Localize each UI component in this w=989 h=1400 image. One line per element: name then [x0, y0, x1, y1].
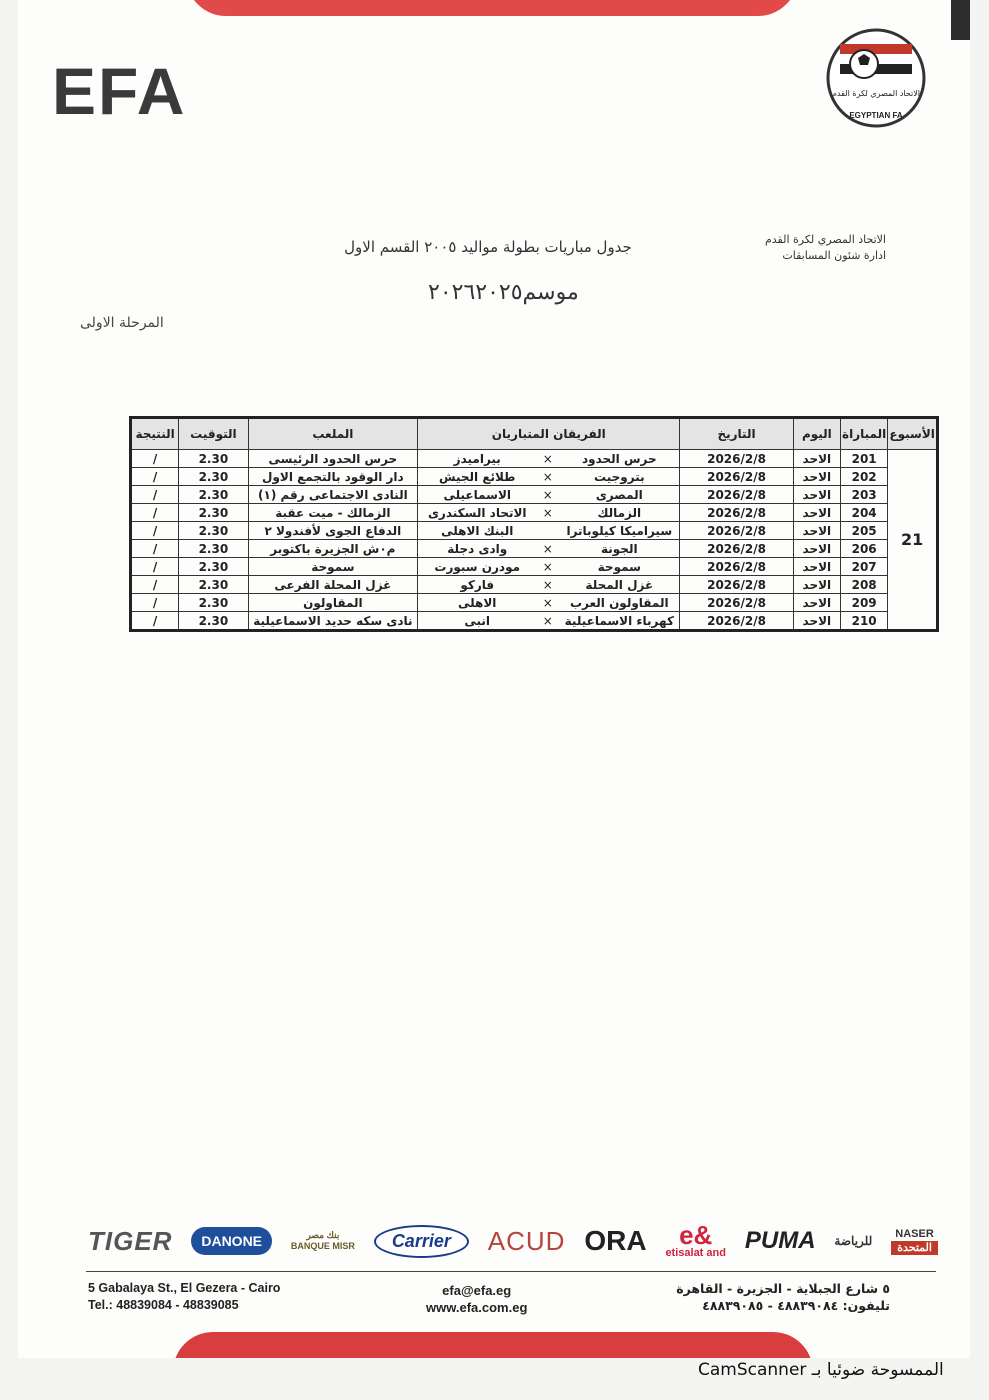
- sponsor-strip: [88, 1214, 938, 1268]
- match-number: 210: [840, 612, 887, 631]
- week-cell: 21: [888, 450, 938, 631]
- away-team: فاركو: [460, 577, 495, 592]
- match-day: الاحد: [793, 540, 840, 558]
- kickoff-time: 2.30: [179, 486, 248, 504]
- home-team: الجونة: [601, 541, 638, 556]
- stadium: الدفاع الجوى لأفندولا ٢: [248, 522, 418, 540]
- match-number: 202: [840, 468, 887, 486]
- col-match: المباراة: [840, 418, 887, 450]
- match-date: 2026/2/8: [680, 576, 793, 594]
- match-date: 2026/2/8: [680, 522, 793, 540]
- org-name: الاتحاد المصري لكرة القدم: [764, 233, 886, 246]
- footer-divider: [86, 1271, 936, 1272]
- footer-address-en: [88, 1280, 280, 1314]
- banque-misr-ar: بنك مصر: [306, 1230, 340, 1240]
- match-day: الاحد: [793, 612, 840, 631]
- stadium: المقاولون: [248, 594, 418, 612]
- vs-mark: ×: [542, 595, 553, 610]
- home-team: كهرباء الاسماعيلية: [564, 613, 674, 628]
- kickoff-time: 2.30: [179, 450, 248, 468]
- teams-cell: [418, 594, 680, 612]
- teams-cell: [418, 540, 680, 558]
- teams-cell: [418, 558, 680, 576]
- home-team: سموحة: [597, 559, 641, 574]
- col-stadium: الملعب: [248, 418, 418, 450]
- home-team: بتروجيت: [594, 469, 645, 484]
- vs-mark: ×: [542, 451, 553, 466]
- acud-logo: ACUD: [487, 1225, 566, 1256]
- efa-logo: EFA: [52, 54, 187, 128]
- top-decor-band: [186, 0, 798, 16]
- teams-cell: [418, 486, 680, 504]
- match-result: /: [131, 558, 179, 576]
- home-team: حرس الحدود: [581, 451, 657, 466]
- match-result: /: [131, 522, 179, 540]
- kickoff-time: 2.30: [179, 558, 248, 576]
- etisalat-text: etisalat and: [665, 1247, 726, 1259]
- table-header-row: [131, 418, 938, 450]
- match-result: /: [131, 576, 179, 594]
- away-team: بيراميدز: [453, 451, 501, 466]
- match-date: 2026/2/8: [680, 450, 793, 468]
- scan-edge: [951, 0, 970, 40]
- home-team: المقاولون العرب: [569, 595, 669, 610]
- bottom-decor-band: [173, 1332, 813, 1358]
- table-row: [131, 486, 938, 504]
- away-team: الاتحاد السكندرى: [427, 505, 527, 520]
- naser-ar: المتحدة: [891, 1241, 938, 1255]
- season-label: موسم٢٠٢٦٢٠٢٥: [428, 280, 579, 305]
- crest-text: الاتحاد المصري لكرة القدم: [831, 89, 921, 98]
- table-row: [131, 504, 938, 522]
- match-result: /: [131, 594, 179, 612]
- footer-contact: [426, 1282, 527, 1316]
- match-day: الاحد: [793, 468, 840, 486]
- match-day: الاحد: [793, 558, 840, 576]
- home-team: الزمالك: [597, 505, 642, 520]
- website-link[interactable]: www.efa.com.eg: [426, 1300, 528, 1315]
- vs-mark: ×: [542, 505, 553, 520]
- vs-mark: ×: [542, 559, 553, 574]
- vs-mark: ×: [542, 577, 553, 592]
- tiger-logo: TIGER: [88, 1225, 173, 1256]
- document-page: [18, 0, 970, 1358]
- away-team: مودرن سبورت: [434, 559, 521, 574]
- danone-logo: DANONE: [191, 1227, 272, 1255]
- stage-label: المرحلة الاولى: [80, 315, 164, 331]
- away-team: الاسماعيلى: [443, 487, 511, 502]
- match-day: الاحد: [793, 594, 840, 612]
- away-team: الاهلى: [458, 595, 497, 610]
- match-day: الاحد: [793, 486, 840, 504]
- kickoff-time: 2.30: [179, 594, 248, 612]
- address-ar: ٥ شارع الجبلاية - الجزيرة - القاهرة: [676, 1281, 890, 1296]
- match-day: الاحد: [793, 504, 840, 522]
- away-team: وادى دجلة: [447, 541, 508, 556]
- match-number: 205: [840, 522, 887, 540]
- match-date: 2026/2/8: [680, 540, 793, 558]
- match-number: 201: [840, 450, 887, 468]
- document-title: جدول مباريات بطولة مواليد ٢٠٠٥ القسم الاول: [344, 238, 632, 256]
- col-result: النتيجة: [131, 418, 179, 450]
- table-row: [131, 522, 938, 540]
- kickoff-time: 2.30: [179, 540, 248, 558]
- match-day: الاحد: [793, 450, 840, 468]
- naser-en: NASER: [895, 1228, 934, 1240]
- stadium: غزل المحلة الفرعى: [248, 576, 418, 594]
- org-department: ادارة شئون المسابقات: [782, 249, 886, 262]
- ministry-logo: للرياضة: [834, 1234, 873, 1248]
- schedule-table: [129, 416, 939, 632]
- table-row: [131, 558, 938, 576]
- stadium: نادى سكه حديد الاسماعيلية: [248, 612, 418, 631]
- teams-cell: [418, 612, 680, 631]
- footer-address-ar: [676, 1280, 890, 1314]
- home-team: غزل المحلة: [585, 577, 654, 592]
- stadium: النادى الاجتماعى رقم (١): [248, 486, 418, 504]
- table-row: [131, 540, 938, 558]
- teams-cell: [418, 522, 680, 540]
- match-result: /: [131, 504, 179, 522]
- etisalat-mark: e&: [679, 1220, 713, 1250]
- match-date: 2026/2/8: [680, 594, 793, 612]
- match-result: /: [131, 612, 179, 631]
- camscanner-watermark: الممسوحة ضوئيا بـ CamScanner: [698, 1360, 944, 1380]
- etisalat-logo: [665, 1220, 726, 1259]
- match-number: 208: [840, 576, 887, 594]
- stadium: حرس الحدود الرئيسى: [248, 450, 418, 468]
- kickoff-time: 2.30: [179, 576, 248, 594]
- stadium: سموحة: [248, 558, 418, 576]
- home-team: سيراميكا كيلوباترا: [566, 523, 673, 538]
- table-row: [131, 576, 938, 594]
- home-team: المصرى: [595, 487, 643, 502]
- ora-logo: ORA: [584, 1225, 647, 1256]
- teams-cell: [418, 450, 680, 468]
- vs-mark: ×: [542, 613, 553, 628]
- org-header: [765, 232, 886, 264]
- match-result: /: [131, 540, 179, 558]
- match-day: الاحد: [793, 522, 840, 540]
- crest-label: EGYPTIAN FA: [849, 111, 903, 120]
- match-result: /: [131, 450, 179, 468]
- efa-crest-logo: [826, 26, 926, 130]
- teams-cell: [418, 468, 680, 486]
- match-day: الاحد: [793, 576, 840, 594]
- email-link[interactable]: efa@efa.eg: [442, 1283, 512, 1298]
- table-row: [131, 468, 938, 486]
- match-date: 2026/2/8: [680, 612, 793, 631]
- match-result: /: [131, 468, 179, 486]
- col-day: اليوم: [793, 418, 840, 450]
- puma-logo: PUMA: [744, 1227, 816, 1254]
- stadium: الزمالك - ميت عقبة: [248, 504, 418, 522]
- match-date: 2026/2/8: [680, 486, 793, 504]
- carrier-logo: Carrier: [374, 1225, 469, 1258]
- match-number: 207: [840, 558, 887, 576]
- banque-misr-logo: [291, 1230, 355, 1252]
- tel-en: Tel.: 48839084 - 48839085: [88, 1298, 239, 1312]
- away-team: انبى: [464, 613, 491, 628]
- match-result: /: [131, 486, 179, 504]
- match-date: 2026/2/8: [680, 468, 793, 486]
- match-number: 204: [840, 504, 887, 522]
- kickoff-time: 2.30: [179, 612, 248, 631]
- kickoff-time: 2.30: [179, 468, 248, 486]
- table-row: [131, 612, 938, 631]
- col-date: التاريخ: [680, 418, 793, 450]
- teams-cell: [418, 504, 680, 522]
- away-team: طلائع الجيش: [439, 469, 516, 484]
- match-number: 209: [840, 594, 887, 612]
- kickoff-time: 2.30: [179, 522, 248, 540]
- table-row: [131, 594, 938, 612]
- tel-ar: تليفون: ٤٨٨٣٩٠٨٤ - ٤٨٨٣٩٠٨٥: [702, 1298, 890, 1313]
- vs-mark: ×: [542, 469, 553, 484]
- match-number: 206: [840, 540, 887, 558]
- teams-cell: [418, 576, 680, 594]
- stadium: دار الوقود بالتجمع الاول: [248, 468, 418, 486]
- vs-mark: ×: [542, 487, 553, 502]
- col-teams: الفريقان المتباريان: [418, 418, 680, 450]
- naser-logo: [891, 1227, 938, 1255]
- table-row: [131, 450, 938, 468]
- match-date: 2026/2/8: [680, 558, 793, 576]
- away-team: البنك الاهلى: [441, 523, 514, 538]
- col-week: الأسبوع: [888, 418, 938, 450]
- match-number: 203: [840, 486, 887, 504]
- col-time: التوقيت: [179, 418, 248, 450]
- banque-misr-en: BANQUE MISR: [290, 1241, 355, 1251]
- address-en: 5 Gabalaya St., El Gezera - Cairo: [88, 1281, 281, 1295]
- stadium: م٠ش الجزيرة باكتوبر: [248, 540, 418, 558]
- match-date: 2026/2/8: [680, 504, 793, 522]
- schedule-body: [131, 450, 938, 631]
- kickoff-time: 2.30: [179, 504, 248, 522]
- vs-mark: ×: [542, 541, 553, 556]
